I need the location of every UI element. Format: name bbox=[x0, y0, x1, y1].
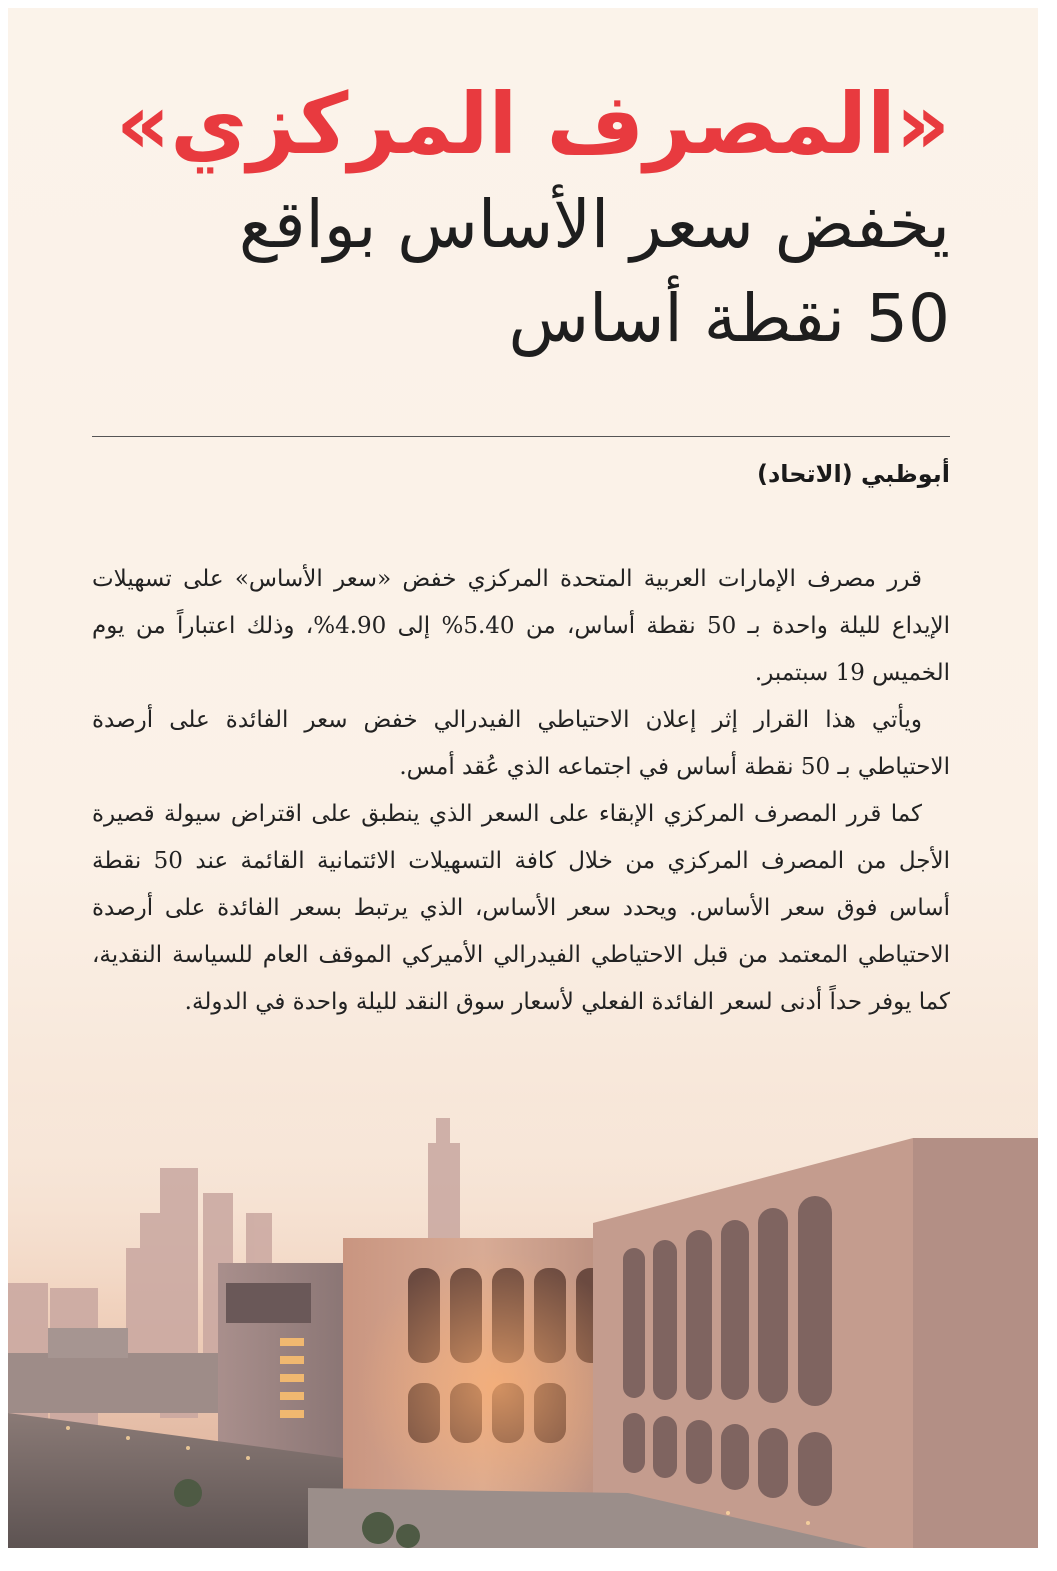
paragraph-3: كما قرر المصرف المركزي الإبقاء على السعر الذي ينطبق على اقتراض سيولة قصيرة الأجل من المصرف المركزي من خلال كافة التسهيلات الائتمانية القائمة عند 50 نقطة أساس فوق سعر الأساس. ويحدد سعر الأساس، الذي يرتبط بسعر الفائدة على أرصدة الاحتياطي المعتمد من قبل الاحتياطي الفيدرالي الأميركي الموقف العام للسياسة النقدية، كما يوفر حداً أدنى لسعر الفائدة الفعلي لأسعار سوق النقد لليلة واحدة في الدولة. bbox=[92, 801, 951, 1015]
byline: أبوظبي (الاتحاد) bbox=[757, 460, 950, 488]
central-bank-building-photo bbox=[8, 1098, 1038, 1548]
divider bbox=[92, 436, 950, 437]
paragraph-2: ويأتي هذا القرار إثر إعلان الاحتياطي الفيدرالي خفض سعر الفائدة على أرصدة الاحتياطي بـ 50 نقطة أساس في اجتماعه الذي عُقد أمس. bbox=[92, 707, 950, 780]
newspaper-clipping bbox=[8, 8, 1038, 1548]
headline bbox=[88, 70, 950, 366]
article-body bbox=[92, 556, 950, 1026]
headline-kicker: «المصرف المركزي» bbox=[115, 75, 950, 173]
headline-line-2: 50 نقطة أساس bbox=[508, 280, 950, 357]
headline-line-1: يخفض سعر الأساس بواقع bbox=[238, 186, 950, 263]
paragraph-1: قرر مصرف الإمارات العربية المتحدة المركزي خفض «سعر الأساس» على تسهيلات الإيداع لليلة واحدة بـ 50 نقطة أساس، من 5.40% إلى 4.90%، وذلك اعتباراً من يوم الخميس 19 سبتمبر. bbox=[92, 566, 951, 686]
